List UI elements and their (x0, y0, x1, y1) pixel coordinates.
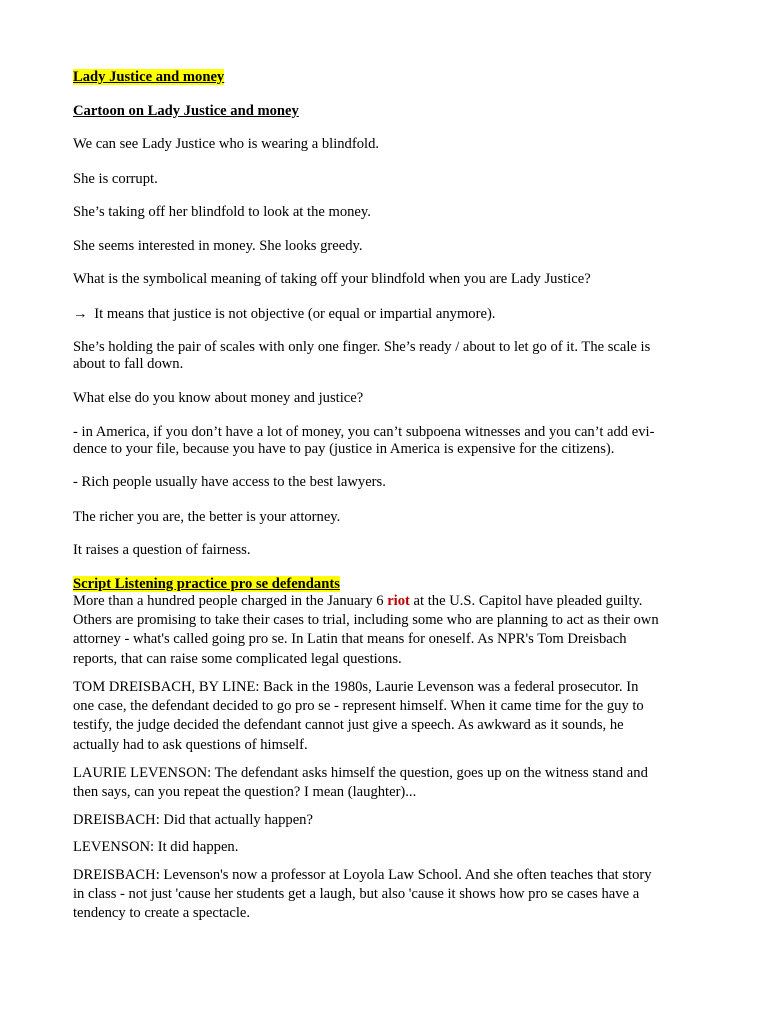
script-paragraph: in class - not just 'cause her students get a laugh, but also 'cause it shows how pro se cases have a (73, 886, 640, 902)
paragraph: - in America, if you don’t have a lot of money, you can’t subpoena witnesses and you can’t add evi- (73, 424, 655, 440)
script-paragraph: testify, the judge decided the defendant cannot just give a speech. As awkward as it sounds, he (73, 717, 624, 733)
paragraph: She seems interested in money. She looks greedy. (73, 238, 363, 254)
script-paragraph: tendency to create a spectacle. (73, 905, 251, 921)
paragraph-arrow: → It means that justice is not objective (or equal or impartial anymore). (73, 306, 496, 322)
paragraph: - Rich people usually have access to the best lawyers. (73, 474, 386, 490)
paragraph: It raises a question of fairness. (73, 542, 251, 558)
arrow-icon: → (73, 306, 88, 322)
paragraph: What is the symbolical meaning of taking off your blindfold when you are Lady Justice? (73, 271, 591, 287)
paragraph: about to fall down. (73, 356, 184, 372)
highlighted-word: riot (387, 593, 410, 609)
paragraph: She’s taking off her blindfold to look at the money. (73, 204, 371, 220)
subtitle-cartoon: Cartoon on Lady Justice and money (73, 103, 299, 119)
paragraph: dence to your file, because you have to pay (justice in America is expensive for the citizens). (73, 441, 615, 457)
script-paragraph: reports, that can raise some complicated legal questions. (73, 651, 402, 667)
script-paragraph: one case, the defendant decided to go pro se - represent himself. When it came time for the guy to (73, 698, 644, 714)
script-paragraph: LAURIE LEVENSON: The defendant asks himself the question, goes up on the witness stand and (73, 765, 648, 781)
script-paragraph: Others are promising to take their cases to trial, including some who are planning to act as their own (73, 612, 659, 628)
paragraph: She’s holding the pair of scales with only one finger. She’s ready / about to let go of it. The scale is (73, 339, 651, 355)
paragraph: We can see Lady Justice who is wearing a blindfold. (73, 136, 380, 152)
script-paragraph: DREISBACH: Did that actually happen? (73, 812, 313, 828)
script-paragraph: attorney - what's called going pro se. In Latin that means for oneself. As NPR's Tom Dreisbach (73, 631, 627, 647)
paragraph: What else do you know about money and justice? (73, 390, 364, 406)
paragraph: The richer you are, the better is your attorney. (73, 509, 341, 525)
script-paragraph: DREISBACH: Levenson's now a professor at Loyola Law School. And she often teaches that story (73, 867, 652, 883)
script-title: Script Listening practice pro se defendants (73, 576, 340, 592)
script-paragraph: then says, can you repeat the question? I mean (laughter)... (73, 784, 417, 800)
title-lady-justice: Lady Justice and money (73, 69, 225, 85)
paragraph: She is corrupt. (73, 171, 158, 187)
script-paragraph: actually had to ask questions of himself. (73, 737, 308, 753)
script-paragraph: More than a hundred people charged in the January 6 riot at the U.S. Capitol have pleaded guilty. (73, 593, 643, 609)
script-paragraph: LEVENSON: It did happen. (73, 839, 239, 855)
script-paragraph: TOM DREISBACH, BY LINE: Back in the 1980s, Laurie Levenson was a federal prosecutor. In (73, 679, 639, 695)
